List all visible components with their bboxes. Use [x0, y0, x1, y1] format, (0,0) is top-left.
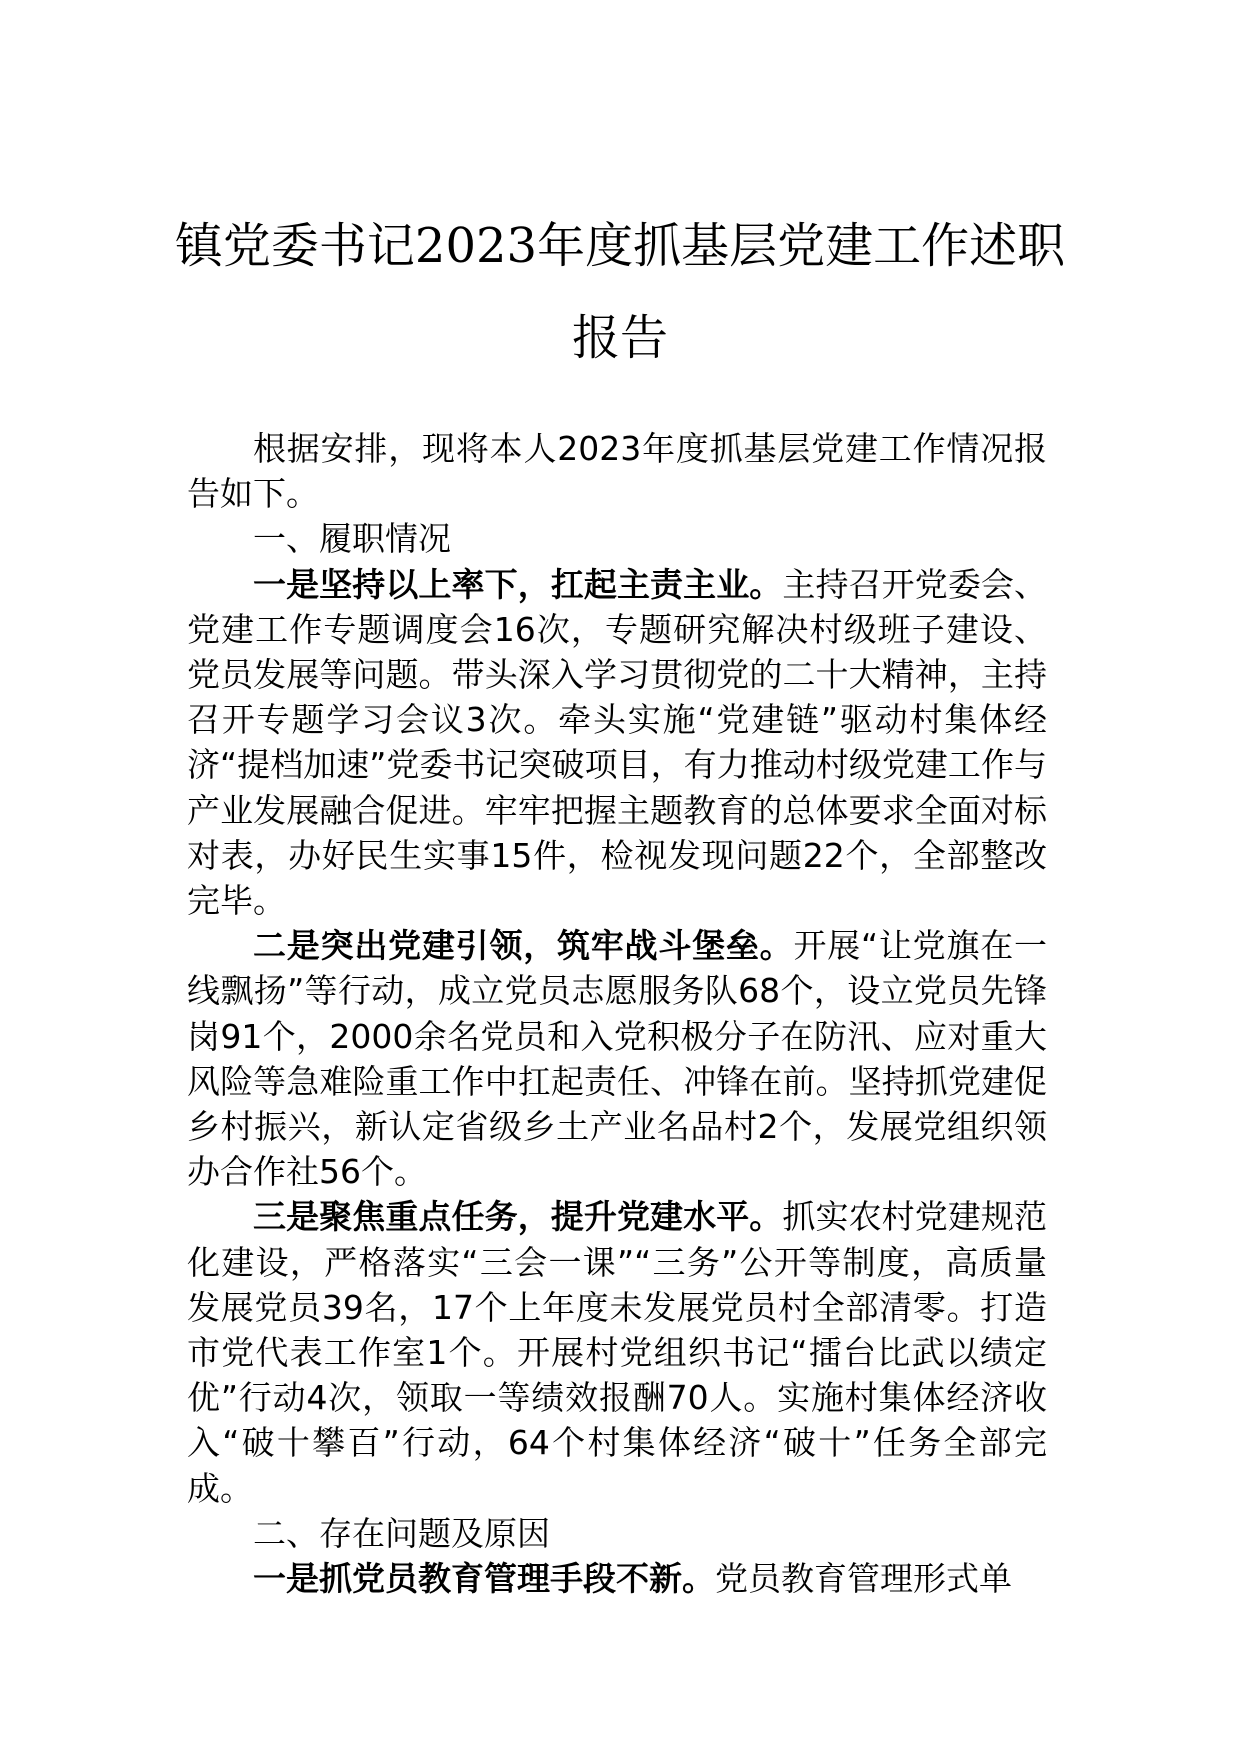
item-body-text: 抓实农村党建规范化建设，严格落实“三会一课”“三务”公开等制度，高质量发展党员39名，17个上年度未发展党员村全部清零。打造市党代表工作室1个。开展村党组织书记“擂台比武以绩定优”行动4次，领取一等绩效报酬70人。实施村集体经济收入“破十攀百”行动，64个村集体经济“破十”任务全部完成。	[187, 1197, 1048, 1508]
document-title-line-2: 报告	[571, 310, 668, 366]
intro-paragraph: 根据安排，现将本人2023年度抓基层党建工作情况报告如下。	[187, 429, 1047, 514]
document-body	[187, 426, 1047, 1601]
item-lead-text: 一是坚持以上率下，扛起主责主业。	[253, 564, 783, 604]
section-heading-problems: 二、存在问题及原因	[253, 1513, 550, 1553]
document-title-line-1: 镇党委书记2023年度抓基层党建工作述职	[174, 218, 1066, 274]
problem-item-1	[187, 1556, 1047, 1601]
item-body-text: 开展“让党旗在一线飘扬”等行动，成立党员志愿服务队68个，设立党员先锋岗91个，2000余名党员和入党积极分子在防汛、应对重大风险等急难险重工作中扛起责任、冲锋在前。坚持抓党建促乡村振兴，新认定省级乡土产业名品村2个，发展党组织领办合作社56个。	[187, 926, 1047, 1192]
item-body-text: 党员教育管理形式单	[715, 1559, 1012, 1599]
item-body-text: 主持召开党委会、党建工作专题调度会16次，专题研究解决村级班子建设、党员发展等问题。带头深入学习贯彻党的二十大精神，主持召开专题学习会议3次。牵头实施“党建链”驱动村集体经济“提档加速”党委书记突破项目，有力推动村级党建工作与产业发展融合促进。牢牢把握主题教育的总体要求全面对标对表，办好民生实事15件，检视发现问题22个，全部整改完毕。	[187, 564, 1048, 921]
item-lead-text: 一是抓党员教育管理手段不新。	[253, 1559, 715, 1599]
performance-item-3	[187, 1194, 1047, 1510]
performance-item-1	[187, 562, 1047, 924]
item-lead-text: 二是突出党建引领，筑牢战斗堡垒。	[253, 926, 794, 966]
section-heading-performance: 一、履职情况	[253, 519, 451, 559]
item-lead-text: 三是聚焦重点任务，提升党建水平。	[253, 1197, 783, 1237]
performance-item-2	[187, 923, 1047, 1194]
